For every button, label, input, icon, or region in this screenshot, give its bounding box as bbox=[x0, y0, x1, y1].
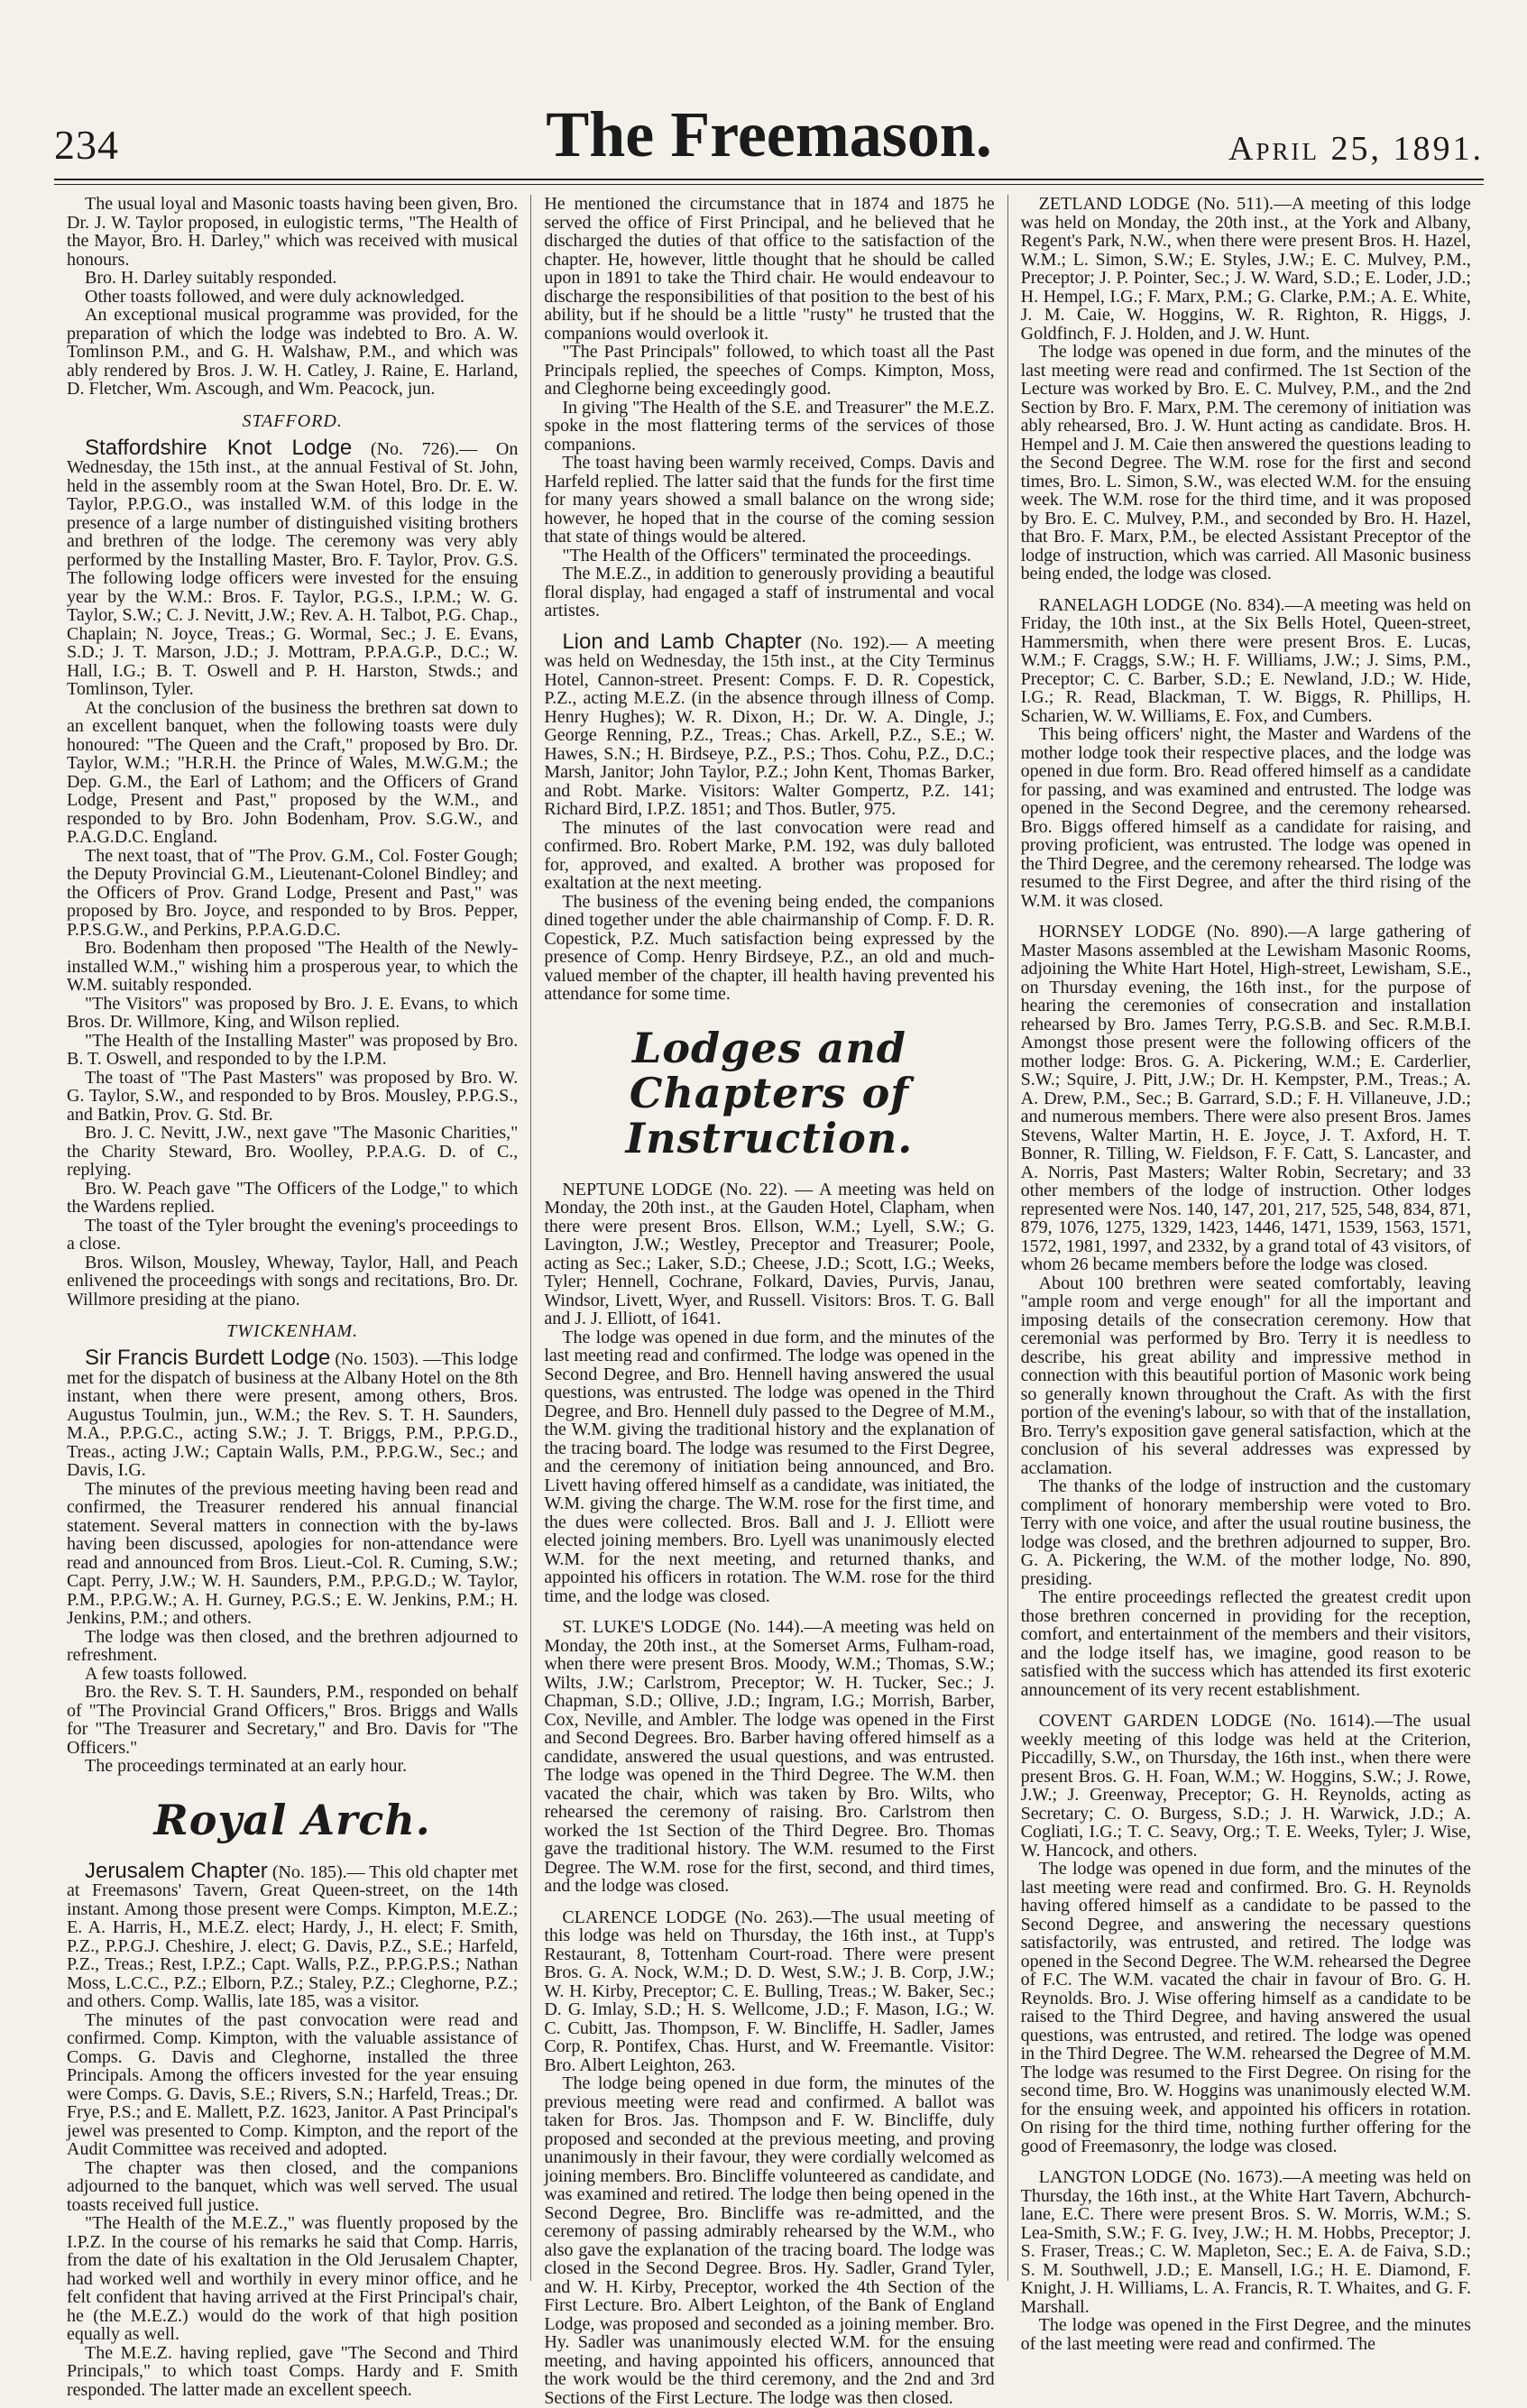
spacer bbox=[1021, 2155, 1471, 2168]
place-heading-twickenham: TWICKENHAM. bbox=[226, 1321, 359, 1341]
paragraph: The lodge was opened in due form, and the minutes of the last meeting read and confirmed. The lodge was opened in the Second Degree, and Bro. Hennell having answered the usual questions, was entrusted. The lodge was opened in the Third Degree, and Bro. Hennell duly passed to the Degree of M.M., the W.M. giving the traditional history and the explanation of the tracing board. The lodge was resumed to the First Degree, and the ceremony of initiation being announced, and Bro. Livett having offered himself as a candidate, was initiated, the W.M. giving the charge. The W.M. rose for the first time, and the dues were collected. Bros. Ball and J. J. Elliott were elected joining members. Bro. Lyell was unanimously elected W.M. for the next meeting, and returned thanks, and appointed his officers in rotation. The W.M. rose for the third time, and the lodge was closed. bbox=[544, 1327, 995, 1606]
chapter-report-jerusalem bbox=[67, 1858, 519, 2011]
spacer bbox=[544, 1896, 994, 1908]
paragraph: Other toasts followed, and were duly acknowledged. bbox=[85, 286, 465, 307]
chapter-number: (No. 192).— bbox=[810, 632, 908, 653]
paragraph: Bros. Wilson, Mousley, Wheway, Taylor, Hall, and Peach enlivened the proceedings with songs and recitations, Bro. Dr. Willmore presiding at the piano. bbox=[67, 1252, 519, 1310]
lodge-number: (No. 726).— bbox=[370, 438, 478, 459]
chapter-number: (No. 185).— bbox=[271, 1861, 365, 1882]
lodge-report-zetland: ZETLAND LODGE (No. 511).—A meeting of this lodge was held on Monday, the 20th inst., at the York and Albany, Regent's Park, N.W., when there were present Bros. H. Hazel, W.M.; L. Simon, S.W.; E. Styles, J.W.; E. C. Mulvey, P.M., Preceptor; J. P. Pointer, Sec.; J. W. Ward, S.D.; E. Loder, J.D.; H. Hempel, I.G.; F. Marx, P.M.; G. Clarke, P.M.; A. E. White, J. M. Caie, W. Hoggins, W. R. Righton, R. Higgs, J. Goldfinch, F. J. Holden, and J. W. Hunt. bbox=[1020, 194, 1471, 344]
paragraph: The business of the evening being ended, the companions dined together under the able chairmanship of Comp. F. D. R. Copestick, P.Z. Much satisfaction being expressed by the presence of Comp. Henry Birdseye, P.Z., an old and much-valued member of the chapter, ill health having prevented his attendance for some time. bbox=[544, 891, 995, 1004]
place-heading-stafford: STAFFORD. bbox=[242, 410, 343, 431]
column-3 bbox=[1007, 194, 1484, 2354]
paragraph: Bro. the Rev. S. T. H. Saunders, P.M., responded on behalf of "The Provincial Grand Officers," Bros. Briggs and Walls for "The Treasurer and Secretary," and Bro. Davis for "The Officers." bbox=[67, 1682, 519, 1758]
lodge-report-clarence: CLARENCE LODGE (No. 263).—The usual meeting of this lodge was held on Thursday, the 16th inst., at Tupp's Restaurant, 8, Tottenham Court-road. There were present Bros. G. A. Nock, W.M.; D. D. West, S.W.; J. B. Corp, J.W.; W. H. Kirby, Preceptor; C. E. Bulling, Treas.; W. Baker, Sec.; D. G. Imlay, S.D.; H. S. Wellcome, J.D.; F. Mason, I.G.; W. C. Cubitt, Jas. Thompson, F. W. Bincliffe, H. Sadler, James Corp, R. Pontifex, Chas. Hurst, and W. Freemantle. Visitor: Bro. Albert Leighton, 263. bbox=[544, 1907, 995, 2075]
paragraph: Bro. W. Peach gave "The Officers of the Lodge," to which the Wardens replied. bbox=[67, 1178, 519, 1217]
paragraph: The proceedings terminated at an early hour. bbox=[85, 1756, 408, 1776]
paragraph: The minutes of the past convocation were read and confirmed. Comp. Kimpton, with the valuable assistance of Comps. G. Davis and Cleghorne, installed the three Principals. Among the officers invested for the year ensuing were Comps. G. Davis, S.E.; Rivers, S.N.; Harfeld, Treas.; Dr. Frye, P.S.; and E. Mallett, P.Z. 1623, Janitor. A Past Principal's jewel was presented to Comp. Kimpton, and the report of the Audit Committee was received and adopted. bbox=[67, 2009, 519, 2159]
paragraph: The M.E.Z. having replied, gave "The Second and Third Principals," to which toast Comps. Hardy and F. Smith responded. The latter made an excellent speech. bbox=[67, 2342, 519, 2400]
paragraph: "The Health of the M.E.Z.," was fluently proposed by the I.P.Z. In the course of his remarks he said that Comp. Harris, from the date of his exaltation in the Old Jerusalem Chapter, had worked well and worthily in every minor office, and he felt confident that having arrived at the First Principal's chair, he (the M.E.Z.) would do the work of that high position equally as well. bbox=[67, 2213, 519, 2344]
paragraph: The toast of "The Past Masters" was proposed by Bro. W. G. Taylor, S.W., and responded to by Bros. Mousley, P.P.G.S., and Batkin, Prov. G. Std. Br. bbox=[67, 1067, 519, 1125]
report-body: —This lodge met for the dispatch of business at the Albany Hotel on the 8th instant, when there were present, among others, Bros. Augustus Toulmin, jun., W.M.; the Rev. S. T. H. Saunders, M.A., P.P.G.C., acting S.W.; J. T. Briggs, P.M., P.P.G.D., Treas., acting J.W.; Captain Walls, P.M., P.P.G.W., Sec.; and Davis, I.G. bbox=[67, 1349, 519, 1480]
column-2 bbox=[530, 194, 1007, 2408]
paragraph: The lodge was opened in due form, and the minutes of the last meeting were read and confirmed. The 1st Section of the Lecture was worked by Bro. E. C. Mulvey, P.M., and the 2nd Section by Bro. F. Marx, P.M. The ceremony of initiation was ably rehearsed, Bro. J. W. Hunt acting as candidate. Bros. H. Hempel and J. M. Caie then answered the questions leading to the Second Degree. The W.M. rose for the first and second times, Bro. L. Simon, S.W., was elected W.M. for the ensuing week. The W.M. rose for the third time, and it was proposed by Bro. E. C. Mulvey, P.M., and seconded by Bro. H. Hazel, that Bro. F. Marx, P.M., be elected Assistant Preceptor of the lodge of instruction, which was carried. All Masonic business being ended, the lodge was closed. bbox=[1020, 342, 1471, 584]
spacer bbox=[544, 1605, 994, 1618]
spacer bbox=[1021, 910, 1471, 923]
paragraph: The lodge was then closed, and the brethren adjourned to refreshment. bbox=[67, 1626, 519, 1665]
paragraph: Bro. J. C. Nevitt, J.W., next gave "The Masonic Charities," the Charity Steward, Bro. Woolley, P.P.A.G. D. of C., replying. bbox=[67, 1123, 519, 1180]
chapter-heading: Lion and Lamb Chapter bbox=[562, 629, 802, 654]
lodge-number: (No. 1503). bbox=[335, 1349, 419, 1369]
paragraph: "The Visitors" was proposed by Bro. J. E. Evans, to which Bros. Dr. Willmore, King, and Wilson replied. bbox=[67, 993, 519, 1032]
paragraph: The minutes of the previous meeting having been read and confirmed, the Treasurer rendered his annual financial statement. Several matters in connection with the by-laws having been discussed, apologies for non-attendance were read and announced from Bros. Lieut.-Col. R. Cuming, S.W.; Capt. Perry, J.W.; W. H. Saunders, P.M., P.P.G.D.; W. Taylor, P.M., P.P.G.W.; A. H. Gurney, P.G.S.; E. W. Jenkins, P.M.; H. Jenkins, P.M.; and others. bbox=[67, 1478, 519, 1628]
lodge-heading: Staffordshire Knot Lodge bbox=[85, 435, 353, 460]
paragraph: The toast having been warmly received, Comps. Davis and Harfeld replied. The latter said that the funds for the first time for many years showed a small balance on the wrong side; however, he hoped that in the course of the coming session that state of things would be altered. bbox=[544, 453, 995, 547]
paragraph: The chapter was then closed, and the companions adjourned to the banquet, which was well served. The usual toasts received full justice. bbox=[67, 2157, 519, 2215]
paragraph: The M.E.Z., in addition to generously providing a beautiful floral display, had engaged a staff of instrumental and vocal artistes. bbox=[544, 564, 995, 620]
paragraph: An exceptional musical programme was provided, for the preparation of which the lodge was indebted to Bro. A. W. Tomlinson P.M., and G. H. Walshaw, P.M., and which was ably rendered by Bros. J. W. H. Catley, J. Raine, E. Harland, D. Fletcher, Wm. Ascough, and Wm. Peacock, jun. bbox=[67, 305, 519, 399]
issue-date: April 25, 1891. bbox=[1228, 130, 1484, 168]
lodge-report-staffordshire-knot bbox=[67, 435, 519, 699]
header-rule bbox=[54, 179, 1484, 180]
paragraph: The thanks of the lodge of instruction and the customary compliment of honorary membership were voted to Bro. Terry with one voice, and after the usual routine business, the lodge was closed, and the brethren adjourned to supper, Bro. G. A. Pickering, the W.M. of the mother lodge, No. 890, presiding. bbox=[1020, 1476, 1471, 1589]
lodge-report-langton: LANGTON LODGE (No. 1673).—A meeting was held on Thursday, the 16th inst., at the White Hart Tavern, Abchurch-lane, E.C. There were present Bros. S. W. Morris, W.M.; S. Lea-Smith, S.W.; F. G. Ivey, J.W.; H. M. Hobbs, Preceptor; J. S. Fraser, Treas.; C. W. Mapleton, Sec.; E. A. de Faiva, S.D.; S. M. Southwell, J.D.; E. Mansell, I.G.; H. E. Diamond, F. Knight, J. H. Williams, L. A. Francis, R. T. Whaites, and G. F. Marshall. bbox=[1020, 2167, 1471, 2317]
column-1 bbox=[54, 194, 530, 2400]
chapter-report-lion-and-lamb bbox=[544, 629, 995, 819]
lodge-report-neptune: NEPTUNE LODGE (No. 22). — A meeting was held on Monday, the 20th inst., at the Gauden Hotel, Clapham, when there were present Bros. Ellson, W.M.; Lyell, S.W.; G. Lavington, J.W.; Westley, Preceptor and Treasurer; Poole, acting as Sec.; Laker, S.D.; Cheese, J.D.; Scott, I.G.; Weeks, Tyler; Hennell, Cochrane, Folkard, Davies, Purvis, Janau, Windsor, Livett, Wyer, and Russell. Visitors: Bros. T. G. Ball and J. J. Elliott, of 1641. bbox=[544, 1179, 995, 1328]
paragraph: The toast of the Tyler brought the evening's proceedings to a close. bbox=[67, 1215, 519, 1254]
paragraph: At the conclusion of the business the brethren sat down to an excellent banquet, when the following toasts were duly honoured: "The Queen and the Craft," proposed by Bro. Dr. Taylor, W.M.; "H.R.H. the Prince of Wales, M.W.G.M.; the Dep. G.M., the Earl of Lathom; and the Officers of Grand Lodge, Present and Past," proposed by the W.M., and responded to by Bro. John Bodenham, Prov. S.G.W., and P.A.G.D.C. England. bbox=[67, 697, 519, 847]
lodge-report-covent-garden: COVENT GARDEN LODGE (No. 1614).—The usual weekly meeting of this lodge was held at the Criterion, Piccadilly, S.W., on Thursday, the 16th inst., when there were present Bros. G. H. Foan, W.M.; W. Hoggins, S.W.; J. Rowe, J.W.; J. Greenway, Preceptor; G. H. Reynolds, acting as Secretary; C. O. Burgess, S.D.; J. H. Warwick, J.D.; A. Cogliati, I.G.; T. C. Seavy, Org.; T. E. Weeks, Tyler; J. Wise, W. Hancock, and others. bbox=[1020, 1711, 1471, 1861]
header-rule-thin bbox=[54, 184, 1484, 185]
section-heading-lodges-of-instruction bbox=[544, 1025, 994, 1161]
paragraph: In giving "The Health of the S.E. and Treasurer" the M.E.Z. spoke in the most flattering terms of the services of those companions. bbox=[544, 397, 995, 455]
publication-title: The Freemason. bbox=[546, 98, 992, 170]
paragraph: He mentioned the circumstance that in 1874 and 1875 he served the office of First Principal, and he believed that he discharged the duties of that office to the satisfaction of the chapter. He, however, little thought that he should be called upon in 1891 to take the Third chair. He would endeavour to discharge the responsibilities of that position to the best of his ability, but if he should be a little "rusty" he trusted that the companions would overlook it. bbox=[544, 194, 995, 344]
paragraph: The lodge being opened in due form, the minutes of the previous meeting were read and confirmed. A ballot was taken for Bros. Jas. Thompson and F. W. Bincliffe, duly proposed and seconded at the previous meeting, and proving unanimously in their favour, they were cordially welcomed as joining members. Bro. Bincliffe volunteered as candidate, and was examined and retired. The lodge then being opened in the Second Degree, Bro. Bincliffe was re-admitted, and the ceremony of passing admirably rehearsed by the W.M., who also gave the explanation of the tracing board. The lodge was closed in the Second Degree. Bros. Hy. Sadler, Grand Tyler, and W. H. Kirby, Preceptor, worked the 4th Section of the First Lecture. Bro. Albert Leighton, of the Bank of England Lodge, was proposed and seconded as a joining member. Bro. Hy. Sadler was unanimously elected W.M. for the ensuing meeting, and having appointed his officers, announced that the work would be the third ceremony, and the 2nd and 3rd Sections of the First Lecture. The lodge was then closed. bbox=[544, 2073, 995, 2408]
masthead bbox=[54, 98, 1484, 176]
paragraph: A few toasts followed. bbox=[85, 1663, 247, 1684]
lodge-report-hornsey: HORNSEY LODGE (No. 890).—A large gathering of Master Masons assembled at the Lewisham Masonic Rooms, adjoining the White Hart Hotel, High-street, Lewisham, S.E., on Thursday evening, the 16th inst., for the purpose of hearing the ceremonies of consecration and installation rehearsed by Bro. James Terry, P.G.S.B. and Sec. R.M.B.I. Amongst those present were the following officers of the mother lodge: Bros. G. A. Pickering, W.M.; E. Carderlier, S.W.; Squire, J. Pitt, J.W.; Dr. H. Kempster, P.M., Treas.; A. A. Drew, P.M., Sec.; B. Garrard, S.D.; F. H. Villaneuve, J.D.; and numerous members. There were also present Bros. James Stevens, Walter Martin, H. E. Joyce, J. T. Axford, H. T. Bonner, R. Tilling, W. Fieldson, F. F. Catt, S. Lancaster, and A. Norris, Past Masters; Walter Robin, Secretary; and 33 other members of the lodge of instruction. Other lodges represented were Nos. 140, 147, 201, 217, 525, 548, 834, 871, 879, 1076, 1275, 1329, 1423, 1446, 1471, 1539, 1563, 1571, 1572, 1981, 1997, and 2332, by a grand total of 43 visitors, of whom 26 became members before the lodge was closed. bbox=[1020, 922, 1471, 1274]
report-body: A meeting was held on Wednesday, the 15th inst., at the City Terminus Hotel, Cannon-street. Present: Comps. F. D. R. Copestick, P.Z., acting M.E.Z. (in the absence through illness of Comp. Henry Hughes); W. R. Dixon, H.; Dr. W. A. Dingle, J.; George Renning, P.Z., Treas.; Chas. Arkell, P.Z., S.E.; W. Hawes, S.N.; H. Birdseye, P.Z., P.S.; Thos. Cohu, P.Z., D.C.; Marsh, Janitor; John Taylor, P.Z.; John Kent, Thomas Barker, and Robt. Marke. Visitors: Walter Gompertz, P.Z. 141; Richard Bird, I.P.Z. 1851; and Thos. Butler, 975. bbox=[544, 632, 995, 819]
section-heading-line-2: Instruction. bbox=[625, 1113, 914, 1163]
paragraph: Bro. Bodenham then proposed "The Health of the Newly-installed W.M.," wishing him a prosperous year, to which the W.M. suitably responded. bbox=[67, 938, 519, 995]
lodge-heading: Sir Francis Burdett Lodge bbox=[85, 1346, 331, 1370]
paragraph: This being officers' night, the Master and Wardens of the mother lodge took their respective places, and the lodge was opened in due form. Bro. Read offered himself as a candidate for passing, and was examined and entrusted. The lodge was opened in the Second Degree, and the ceremony rehearsed. Bro. Biggs offered himself as a candidate for raising, and proving proficient, was entrusted. The lodge was opened in the Third Degree, and the ceremony rehearsed. The lodge was resumed to the First Degree, and after the third rising of the W.M. it was closed. bbox=[1020, 724, 1471, 911]
spacer bbox=[1021, 1699, 1471, 1712]
paragraph: The minutes of the last convocation were read and confirmed. Bro. Robert Marke, P.M. 192, was duly balloted for, approved, and exalted. A brother was proposed for exaltation at the next meeting. bbox=[544, 817, 995, 893]
page-number: 234 bbox=[54, 122, 119, 168]
article-columns bbox=[54, 194, 1484, 2408]
lodge-report-st-lukes: ST. LUKE'S LODGE (No. 144).—A meeting was held on Monday, the 20th inst., at the Somerset Arms, Fulham-road, when there were present Bros. Moody, W.M.; Thomas, S.W.; Wilts, J.W.; Carlstrom, Preceptor; W. H. Tucker, Sec.; J. Chapman, S.D.; Ollive, J.D.; Ingram, I.G.; Morrish, Barber, Cox, Neville, and Ambler. The lodge was opened in the First and Second Degrees. Bro. Barber having offered himself as a candidate, answered the usual questions, and was entrusted. The lodge was opened in the Third Degree. The W.M. then vacated the chair, which was taken by Bro. Wilts, who rehearsed the ceremony of raising. Bro. Carlstrom then worked the 1st Section of the Third Degree. Bro. Thomas gave the traditional history. The W.M. resumed to the First Degree. The W.M. rose for the first, second, and third times, and the lodge was closed. bbox=[544, 1617, 995, 1896]
paragraph: "The Health of the Officers" terminated the proceedings. bbox=[562, 545, 971, 565]
report-body: This old chapter met at Freemasons' Tavern, Great Queen-street, on the 14th instant. Among those present were Comps. Kimpton, M.E.Z.; E. A. Harris, H., M.E.Z. elect; Hardy, J., H. elect; F. Smith, P.Z., P.P.G.J. Cheshire, J. elect; G. Davis, P.Z., S.E.; Harfeld, P.Z., Treas.; Rest, I.P.Z.; Capt. Walls, P.Z., P.P.G.P.S.; Nathan Moss, L.C.C., P.Z.; Elborn, P.Z.; Staley, P.Z.; Cleghorne, P.Z.; and others. Comp. Wallis, late 185, was a visitor. bbox=[67, 1861, 519, 2011]
paragraph: The lodge was opened in the First Degree, and the minutes of the last meeting were read and confirmed. The bbox=[1020, 2315, 1471, 2354]
paragraph: The next toast, that of "The Prov. G.M., Col. Foster Gough; the Deputy Provincial G.M., Lieutenant-Colonel Bindley; and the Officers of Prov. Grand Lodge, Present and Past," was proposed by Bro. Joyce, and responded to by Bros. Pepper, P.P.S.G.W., and Perkins, P.P.A.G.D.C. bbox=[67, 845, 519, 940]
paragraph: "The Past Principals" followed, to which toast all the Past Principals replied, the speeches of Comps. Kimpton, Moss, and Cleghorne being exceedingly good. bbox=[544, 342, 995, 399]
paragraph: About 100 brethren were seated comfortably, leaving "ample room and verge enough" for all the important and imposing details of the consecration ceremony. How that ceremonial was performed by Bro. Terry it is needless to describe, his great ability and impressive method in connection with this beautiful portion of Masonic work being so generally known throughout the Craft. As with the first portion of the evening's labour, so with that of the installation, Bro. Terry's exposition gave general satisfaction, which at the conclusion of his several addresses was expressed by acclamation. bbox=[1020, 1273, 1471, 1478]
lodge-report-ranelagh: RANELAGH LODGE (No. 834).—A meeting was held on Friday, the 10th inst., at the Six Bells Hotel, Queen-street, Hammersmith, when there were present Bros. E. Lucas, W.M.; F. Craggs, S.W.; H. F. Williams, J.W.; J. Sims, P.M., Preceptor; C. C. Barber, S.D.; E. Newland, J.D.; W. Hide, I.G.; R. Read, Blackman, T. W. Biggs, R. Phillips, H. Scharien, W. W. Williams, E. Fox, and Cumbers. bbox=[1020, 594, 1471, 726]
paragraph: Bro. H. Darley suitably responded. bbox=[85, 268, 337, 288]
paragraph: "The Health of the Installing Master" was proposed by Bro. B. T. Oswell, and responded to by the I.P.M. bbox=[67, 1030, 519, 1069]
lodge-report-sir-francis-burdett bbox=[67, 1346, 519, 1480]
paragraph: The lodge was opened in due form, and the minutes of the last meeting were read and confirmed. Bro. G. H. Reynolds having offered himself as a candidate to be passed to the Second Degree, and answering the necessary questions satisfactorily, was entrusted, and retired. The lodge was opened in the Second Degree. The W.M. rehearsed the Degree of F.C. The W.M. vacated the chair in favour of Bro. G. H. Reynolds. Bro. J. Wise offering himself as a candidate to be raised to the Third Degree, and having answered the usual questions, was entrusted, and retired. The lodge was opened in the Third Degree. The W.M. rehearsed the Degree of M.M. The lodge was resumed to the First Degree. On rising for the second time, Bro. W. Hoggins was unanimously elected W.M. for the ensuing week, and appointed his officers in rotation. On rising for the third time, nothing further offering for the good of Freemasonry, the lodge was closed. bbox=[1020, 1859, 1471, 2156]
report-body: On Wednesday, the 15th inst., at the annual Festival of St. John, held in the assembly room at the Swan Hotel, Bro. Dr. E. W. Taylor, P.P.G.O., was installed W.M. of this lodge in the presence of a large number of distinguished visiting brothers and brethren of the lodge. The ceremony was very ably performed by the Installing Master, Bro. F. Taylor, Prov. G.S. The following lodge officers were invested for the ensuing year by the W.M.: Bros. F. Taylor, P.G.S., I.P.M.; W. G. Taylor, S.W.; C. J. Nevitt, J.W.; Rev. A. H. Talbot, P.G. Chap., Chaplain; N. Joyce, Treas.; G. Wormal, Sec.; J. E. Evans, S.D.; J. T. Marson, J.D.; J. Mottram, P.P.A.G.P., D.C.; W. Hall, I.G.; B. T. Oswell and P. H. Harston, Stwds.; and Tomlinson, Tyler. bbox=[67, 438, 519, 699]
paragraph: The entire proceedings reflected the greatest credit upon those brethren concerned in providing for the reception, comfort, and entertainment of the members and their visitors, and the lodge itself has, we imagine, good reason to be satisfied with the success which has attended its first exoteric announcement of its very recent establishment. bbox=[1020, 1587, 1471, 1700]
section-heading-line-1: Lodges and Chapters of bbox=[629, 1023, 910, 1117]
spacer bbox=[1021, 584, 1471, 596]
chapter-heading: Jerusalem Chapter bbox=[85, 1858, 268, 1883]
section-heading-royal-arch: Royal Arch. bbox=[153, 1795, 431, 1844]
paragraph: The usual loyal and Masonic toasts having been given, Bro. Dr. J. W. Taylor proposed, in eulogistic terms, "The Health of the Mayor, Bro. H. Darley," which was received with musical honours. bbox=[67, 194, 519, 270]
